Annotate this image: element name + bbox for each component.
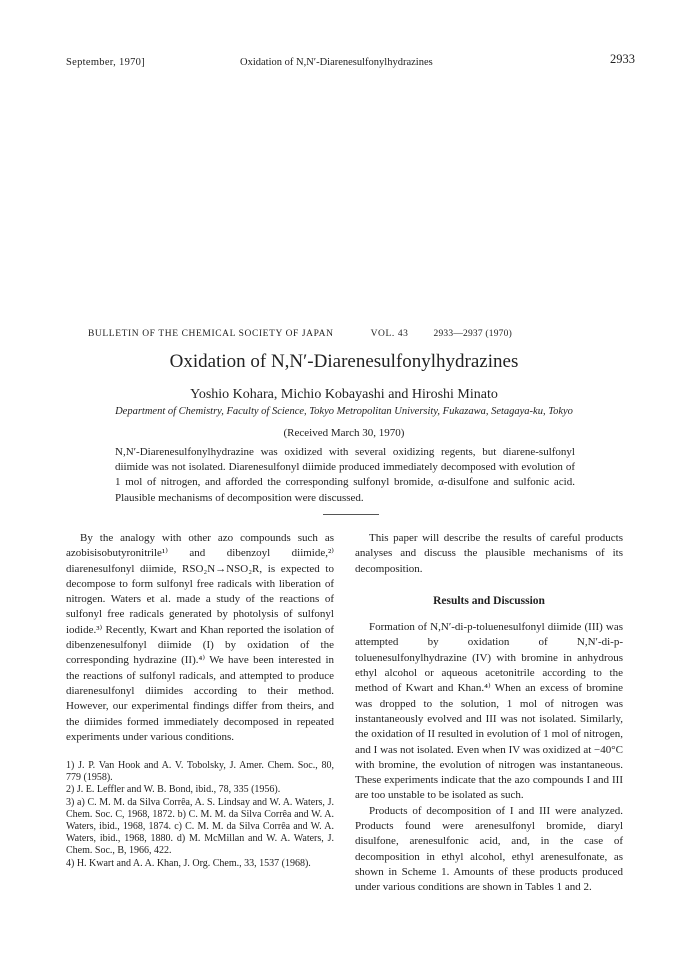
header-running-title: Oxidation of N,N′-Diarenesulfonylhydrazines bbox=[240, 57, 433, 68]
received-date: (Received March 30, 1970) bbox=[283, 427, 405, 439]
abstract-divider bbox=[323, 514, 379, 515]
footnotes bbox=[66, 760, 334, 870]
intro-paragraph: By the analogy with other azo compounds such as azobisisobutyronitrile¹⁾ and dibenzoyl diimide,²⁾ diarenesulfonyl diimide, RSO₂N→NSO₂R, is expected to decompose to form sulfonyl free radicals with liberation of nitrogen. Waters et al. made a study of the reactions of sulfonyl free radicals generated by photolysis of sulfonyl iodide.³⁾ Recently, Kwart and Khan reported the isolation of dibenzenesulfonyl diimide (I) by oxidation of the corresponding hydrazine (II).⁴⁾ We have been interested in the reactions of sulfonyl radicals, and attempted to produce diarenesulfonyl diimides according to their method. However, our experimental findings differ from theirs, and the diimides formed immediately decomposed in repeated experiments under various conditions. bbox=[66, 532, 334, 743]
footnote: 4) H. Kwart and A. A. Khan, J. Org. Chem., 33, 1537 (1968). bbox=[66, 857, 311, 869]
results-paragraph: Formation of N,N′-di-p-toluenesulfonyl diimide (III) was attempted by oxidation of N,N′-di-p-toluenesulfonylhydrazine (IV) with bromine in anhydrous ethyl alcohol or aqueous acetonitrile according to the method of Kwart and Khan.⁴⁾ When an excess of bromine was dropped to the solution, 1 mol of nitrogen was instantaneously evolved and III was not isolated. Similarly, the oxidation of II resulted in evolution of 1 mol of nitrogen, and I was not isolated. Even when IV was oxidized at −40°C with bromine, the evolution of nitrogen was instantaneous. These experiments indicate that the azo compounds I and III are too unstable to be isolated as such. bbox=[355, 621, 623, 802]
author-affiliation: Department of Chemistry, Faculty of Science, Tokyo Metropolitan University, Fukazawa, Setagaya-ku, Tokyo bbox=[115, 406, 573, 417]
author-name: Michio Kobayashi bbox=[280, 387, 385, 402]
abstract: N,N′-Diarenesulfonylhydrazine was oxidized with several oxidizing regents, but diarene-sulfonyl diimide was not isolated. Diarenesulfonyl diimide produced immediately decomposed with evolution of 1 mol of nitrogen, and afforded the corresponding sulfonyl bromide, α-disulfone and sulfonic acid. Plausible mechanisms of decomposition were discussed. bbox=[115, 446, 575, 504]
left-column bbox=[66, 531, 334, 745]
results-paragraph: Products of decomposition of I and III were analyzed. Products found were arenesulfonyl bromide, diaryl disulfone, arenesulfonic acid, and, in the case of decomposition in ethyl alcohol, ethyl arenesulfonate, as shown in Scheme 1. Amounts of these products produced under various conditions are shown in Tables 1 and 2. bbox=[355, 804, 623, 894]
author-list: Yoshio Kohara, Michio Kobayashi and Hiroshi Minato bbox=[190, 387, 498, 402]
page-header bbox=[0, 50, 688, 70]
footnote: 3) a) C. M. M. da Silva Corrêa, A. S. Lindsay and W. A. Waters, J. Chem. Soc. C, 1968, 1872. b) C. M. M. da Silva Corrêa and W. A. Waters, ibid., 1968, 1874. c) C. M. M. da Silva Corrêa and W. A. Waters, ibid., 1968, 1880. d) M. McMillan and W. A. Waters, J. Chem. Soc., B, 1966, 422. bbox=[66, 796, 334, 857]
journal-volume: VOL. 43 bbox=[370, 329, 409, 339]
journal-pages: 2933—2937 (1970) bbox=[433, 329, 512, 339]
purpose-paragraph: This paper will describe the results of careful products analyses and discuss the plausible mechanisms of its decomposition. bbox=[355, 532, 623, 575]
author-name: Hiroshi Minato bbox=[411, 387, 498, 402]
article-title: Oxidation of N,N′-Diarenesulfonylhydrazines bbox=[169, 351, 519, 372]
header-date: September, 1970] bbox=[66, 57, 146, 68]
journal-name: BULLETIN OF THE CHEMICAL SOCIETY OF JAPAN bbox=[88, 329, 334, 339]
author-name: Yoshio Kohara bbox=[190, 387, 274, 402]
footnote: 1) J. P. Van Hook and A. V. Tobolsky, J. Amer. Chem. Soc., 80, 779 (1958). bbox=[66, 760, 334, 784]
header-page-number: 2933 bbox=[610, 52, 635, 66]
right-column bbox=[355, 531, 623, 896]
footnote: 2) J. E. Leffler and W. B. Bond, ibid., 78, 335 (1956). bbox=[66, 784, 281, 796]
journal-citation-line bbox=[88, 329, 628, 339]
section-heading: Results and Discussion bbox=[433, 594, 545, 607]
